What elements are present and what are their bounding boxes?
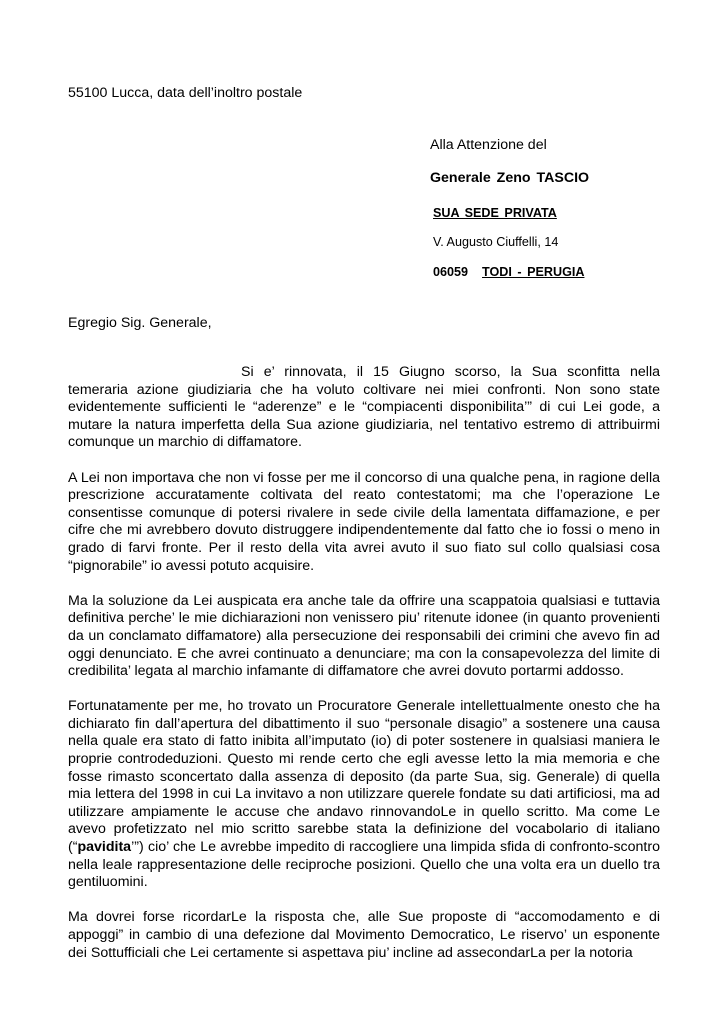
body-paragraph-1: Si e’ rinnovata, il 15 Giugno scorso, la Sua sconfitta nella temeraria azione giudiziaria che ha voluto coltivare nei miei confronti. Non sono state evidentemente sufficienti le “aderenze” e le “compiacenti disponibilita’” di cui Lei gode, a mutare la natura imperfetta della Sua azione giudiziaria, nel tentativo estremo di attribuirmi comunque un marchio di diffamatore. bbox=[68, 364, 660, 451]
addressee-attention: Alla Attenzione del bbox=[430, 137, 547, 153]
body-paragraph-3: Ma la soluzione da Lei auspicata era anche tale da offrire una scappatoia qualsiasi e tuttavia definitiva perche’ le mie dichiarazioni non venissero piu’ ritenute idonee (in quanto provenienti da un conclamato diffamatore) alla persecuzione dei responsabili dei crimini che avevo fin ad oggi denunciato. E che avrei continuato a denunciare; ma con la consapevolezza del limite di credibilita’ legata al marchio infamante di diffamatore che avrei dovuto portarmi addosso. bbox=[68, 592, 660, 680]
paragraph-4-text-before: Fortunatamente per me, ho trovato un Procuratore Generale intellettualmente onesto che ha dichiarato fin dall’apertura del dibattimento il suo “personale disagio” a sostenere una causa nella quale era stato di fatto inibita all’imputato (io) di poter sostenere in qualsiasi maniera le proprie controdeduzioni. Questo mi rende certo che egli avesse letto la mia memoria e che fosse rimasto sconcertato dalla assenza di deposito (da parte Sua, sig. Generale) di quella mia lettera del 1998 in cui La invitavo a non utilizzare querele fondate su dati artificiosi, ma ad utilizzare ampiamente le accuse che andavo rinnovandoLe in quello scritto. Ma come Le avevo profetizzato nel mio scritto sarebbe stata la definizione del vocabolario di italiano (“ bbox=[68, 698, 660, 856]
body-paragraph-2: A Lei non importava che non vi fosse per me il concorso di una qualche pena, in ragione della prescrizione accuratamente coltivata del reato contestatomi; ma che l’operazione Le consentisse comunque di potersi rivalere in sede civile della lamentata diffamazione, e per cifre che mi avrebbero dovuto distruggere indipendentemente dal fatto che io fossi o meno in grado di farvi fronte. Per il resto della vita avrei avuto il suo fiato sul collo qualsiasi cosa “pignorabile” io avessi potuto acquisire. bbox=[68, 469, 660, 574]
paragraph-4-text-after: ’”) cio’ che Le avrebbe impedito di raccogliere una limpida sfida di confronto-scontro nella leale rappresentazione delle reciproche posizioni. Quello che una volta era un duello tra gentiluomini. bbox=[68, 839, 660, 891]
letter-body bbox=[68, 364, 660, 980]
place-date: 55100 Lucca, data dell’inoltro postale bbox=[68, 85, 303, 101]
body-paragraph-5: Ma dovrei forse ricordarLe la risposta che, alle Sue proposte di “accomodamento e di appoggi” in cambio di una defezione dal Movimento Democratico, Le riservo’ un esponente dei Sottufficiali che Lei certamente si aspettava piu’ incline ad assecondarLa per la notoria bbox=[68, 909, 660, 961]
addressee-name: Generale Zeno TASCIO bbox=[430, 170, 590, 186]
addressee-street: V. Augusto Ciuffelli, 14 bbox=[433, 235, 559, 249]
addressee-zip: 06059 bbox=[433, 265, 469, 279]
addressee-city: TODI - PERUGIA bbox=[482, 265, 585, 279]
addressee-location: SUA SEDE PRIVATA bbox=[433, 206, 557, 220]
body-paragraph-4 bbox=[68, 698, 660, 892]
addressee-city-line bbox=[433, 263, 584, 281]
emphasized-word: pavidita bbox=[77, 839, 132, 856]
salutation: Egregio Sig. Generale, bbox=[68, 315, 212, 331]
